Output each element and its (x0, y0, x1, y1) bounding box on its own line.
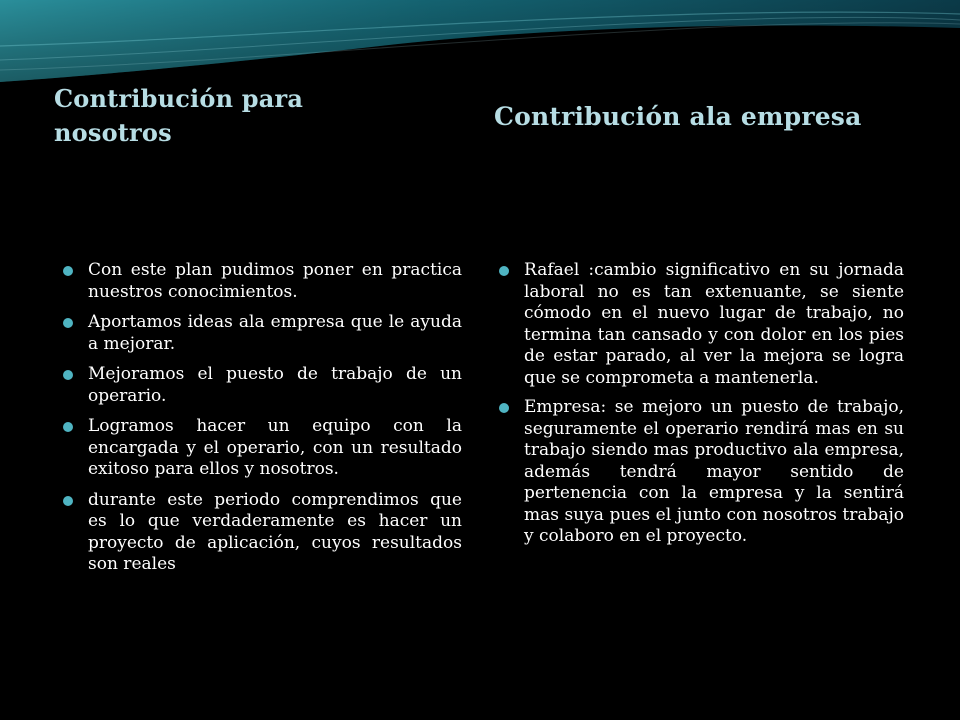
bullet-dot-icon (63, 496, 73, 506)
bullet-dot-icon (63, 266, 73, 276)
list-item (498, 397, 904, 548)
bullet-dot-icon (63, 318, 73, 328)
list-item-text: Mejoramos el puesto de trabajo de un operario. (88, 364, 462, 406)
right-column-heading: Contribución ala empresa (494, 102, 862, 131)
bullet-dot-icon (499, 266, 509, 276)
list-item (62, 312, 462, 355)
list-item (62, 364, 462, 407)
list-item-text: Logramos hacer un equipo con la encargada y el operario, con un resultado exitoso para ellos y nosotros. (88, 416, 462, 479)
left-bullet-list (62, 260, 462, 585)
bullet-dot-icon (63, 370, 73, 380)
list-item (62, 260, 462, 303)
list-item-text: Con este plan pudimos poner en practica nuestros conocimientos. (88, 260, 462, 302)
list-item-text: Empresa: se mejoro un puesto de trabajo, seguramente el operario rendirá mas en su trabajo siendo mas productivo ala empresa, además tendrá mayor sentido de pertenencia con la empresa y la sentirá mas suya pues el junto con nosotros trabajo y colaboro en el proyecto. (524, 397, 904, 546)
right-bullet-list (498, 260, 904, 556)
bullet-dot-icon (499, 403, 509, 413)
list-item-text: Rafael :cambio significativo en su jornada laboral no es tan extenuante, se siente cómodo en el nuevo lugar de trabajo, no termina tan cansado y con dolor en los pies de estar parado, al ver la mejora se logra que se comprometa a mantenerla. (524, 260, 904, 388)
bullet-dot-icon (63, 422, 73, 432)
list-item-text: Aportamos ideas ala empresa que le ayuda a mejorar. (88, 312, 462, 354)
list-item-text: durante este periodo comprendimos que es lo que verdaderamente es hacer un proyecto de aplicación, cuyos resultados son reales (88, 489, 462, 574)
list-item (62, 490, 462, 576)
list-item (498, 260, 904, 389)
list-item (62, 416, 462, 481)
left-column-heading: Contribución para nosotros (54, 84, 304, 147)
